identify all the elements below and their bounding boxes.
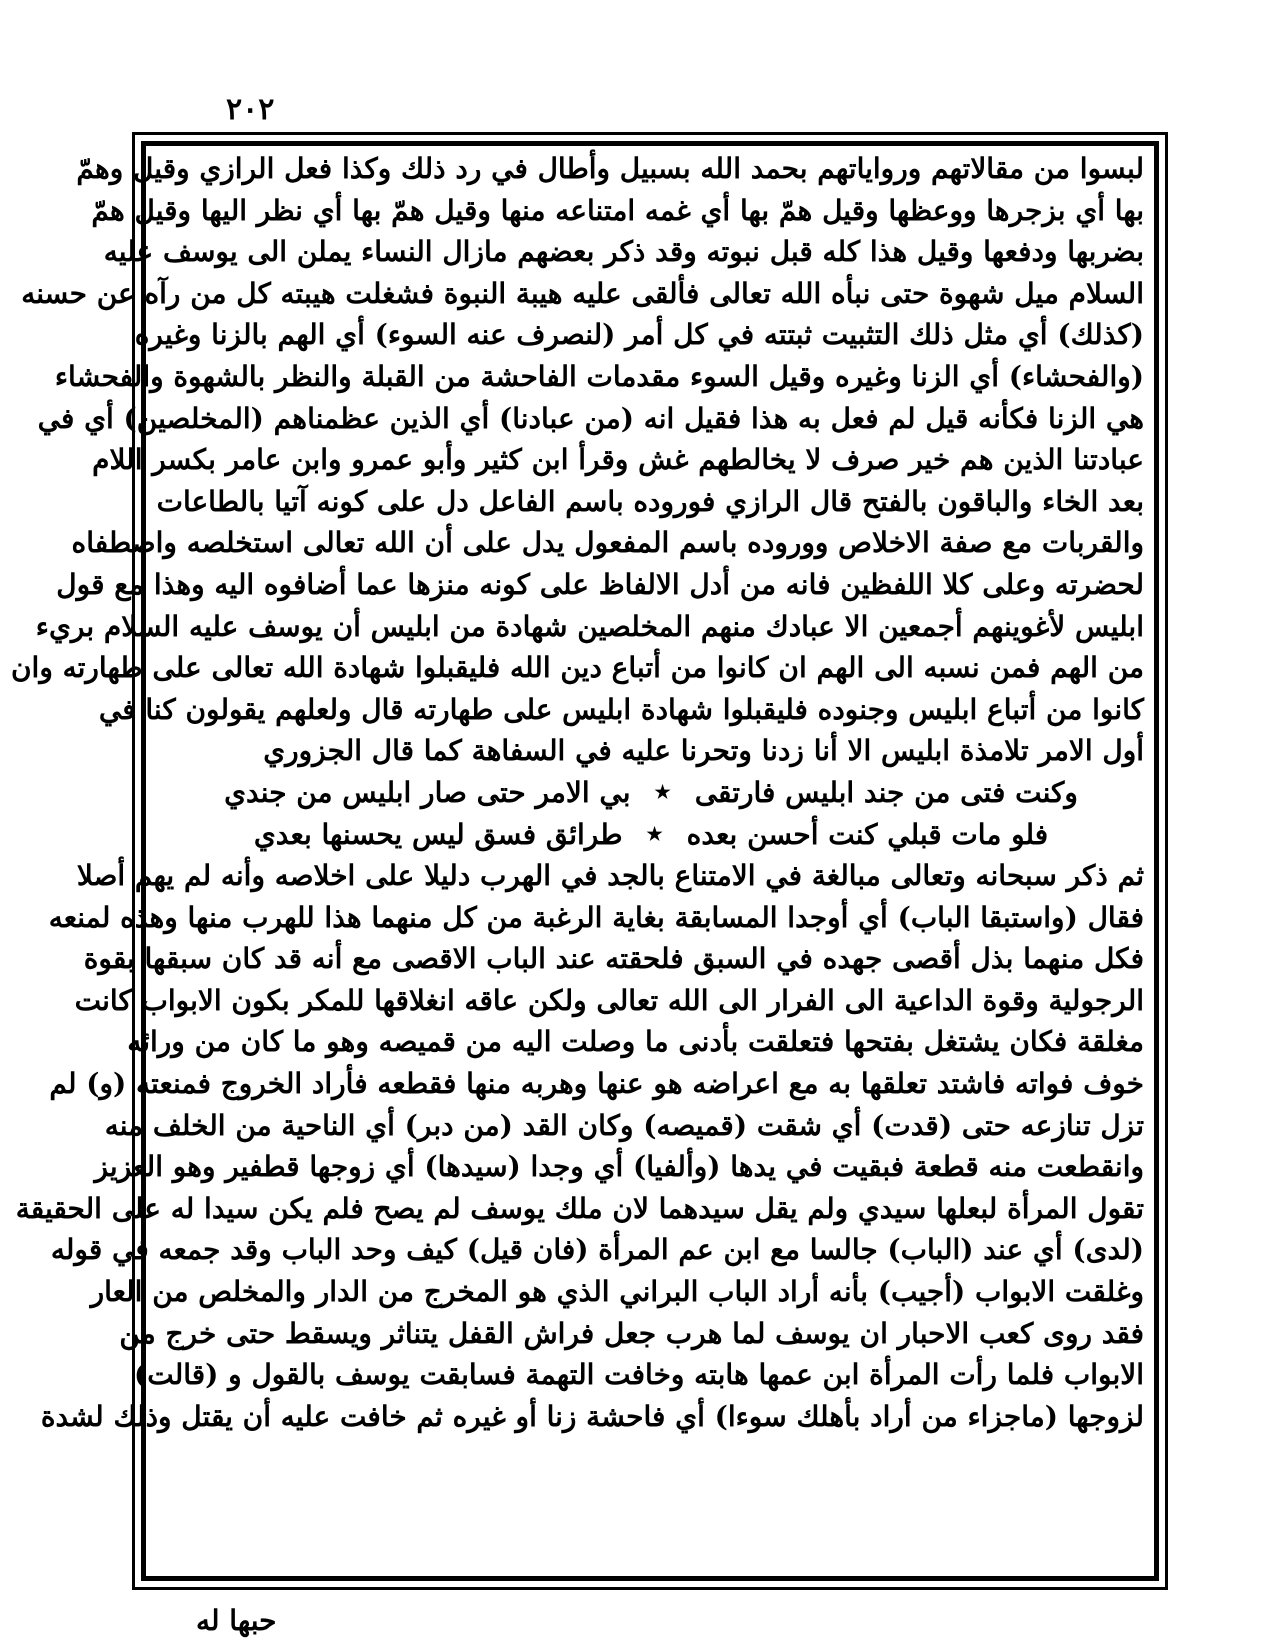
text-line: فقد روى كعب الاحبار ان يوسف لما هرب جعل فراش القفل يتناثر ويسقط حتى خرج من [119, 1316, 1144, 1350]
verse-separator-icon: ★ [646, 823, 663, 845]
text-line: بضربها ودفعها وقيل هذا كله قبل نبوته وقد ذكر بعضهم مازال النساء يملن الى يوسف عليه [103, 235, 1144, 269]
verse-hemistich: وكنت فتى من جند ابليس فارتقى [694, 775, 1078, 809]
text-line: (كذلك) أي مثل ذلك التثبيت ثبتته في كل أمر (لنصرف عنه السوء) أي الهم بالزنا وغيره [134, 318, 1144, 352]
text-line: فكل منهما بذل أقصى جهده في السبق فلحقته عند الباب الاقصى مع أنه قد كان سبقها بقوة [83, 942, 1144, 976]
text-line: من الهم فمن نسبه الى الهم ان كانوا من أتباع دين الله فليقبلوا شهادة الله تعالى على طهارته وان [10, 651, 1144, 685]
text-line: وانقطعت منه قطعة فبقيت في يدها (وألفيا) أي وجدا (سيدها) أي زوجها قطفير وهو العزيز [94, 1150, 1144, 1184]
text-line: تقول المرأة لبعلها سيدي ولم يقل سيدهما لان ملك يوسف لم يصح فلم يكن سيدا له على الحقيقة [15, 1191, 1144, 1225]
verse-hemistich: بي الامر حتى صار ابليس من جندي [224, 775, 631, 809]
text-line: هي الزنا فكأنه قيل لم فعل به هذا فقيل انه (من عبادنا) أي الذين عظمناهم (المخلصين) أي في [37, 401, 1144, 435]
verse-separator-icon: ★ [654, 781, 671, 803]
main-text [10, 148, 1144, 1437]
text-line: مغلقة فكان يشتغل بفتحها فتعلقت بأدنى ما وصلت اليه من قميصه وهو ما كان من ورائه [127, 1025, 1144, 1059]
text-line: والقربات مع صفة الاخلاص ووروده باسم المفعول يدل على أن الله تعالى استخلصه واصطفاه [71, 526, 1144, 560]
text-line: بها أي بزجرها ووعظها وقيل همّ بها أي غمه امتناعه منها وقيل همّ بها أي نظر اليها وقيل همّ [91, 193, 1144, 227]
text-line: كانوا من أتباع ابليس وجنوده فليقبلوا شهادة ابليس على طهارته قال ولعلهم يقولون كنا في [98, 692, 1144, 726]
page-number: ٢٠٢ [226, 92, 275, 127]
text-line: (والفحشاء) أي الزنا وغيره وقيل السوء مقدمات الفاحشة من القبلة والنظر بالشهوة والفحشاء [54, 359, 1144, 393]
text-line: عبادتنا الذين هم خير صرف لا يخالطهم غش وقرأ ابن كثير وأبو عمرو وابن عامر بكسر اللام [92, 443, 1144, 477]
text-line: الرجولية وقوة الداعية الى الفرار الى الله تعالى ولكن عاقه انغلاقها للمكر بكون الابواب كانت [74, 983, 1144, 1017]
catchword: حبها له [196, 1604, 277, 1637]
verse-line [158, 814, 1144, 856]
text-line: تزل تنازعه حتى (قدت) أي شقت (قميصه) وكان القد (من دبر) أي الناحية من الخلف منه [104, 1108, 1144, 1142]
text-line: لحضرته وعلى كلا اللفظين فانه من أدل الالفاظ على كونه منزها عما أضافوه اليه وهذا مع قول [56, 567, 1144, 601]
text-line: خوف فواته فاشتد تعلقها به مع اعراضه هو عنها وهربه منها فقطعه فأراد الخروج فمنعته (و) لم [49, 1067, 1144, 1101]
text-line: (لدى) أي عند (الباب) جالسا مع ابن عم المرأة (فان قيل) كيف وحد الباب وقد جمعه في قوله [50, 1233, 1144, 1267]
verse-line [158, 772, 1144, 814]
text-line: فقال (واستبقا الباب) أي أوجدا المسابقة بغاية الرغبة من كل منهما هذا للهرب منها وهذه لمنعه [48, 900, 1144, 934]
text-line: ثم ذكر سبحانه وتعالى مبالغة في الامتناع بالجد في الهرب دليلا على اخلاصه وأنه لم يهم أصلا [76, 859, 1144, 893]
text-line: الابواب فلما رأت المرأة ابن عمها هابته وخافت التهمة فسابقت يوسف بالقول و (قالت) [133, 1358, 1144, 1392]
verse-hemistich: فلو مات قبلي كنت أحسن بعده [686, 817, 1049, 851]
verse-hemistich: طرائق فسق ليس يحسنها بعدي [253, 817, 623, 851]
text-line: بعد الخاء والباقون بالفتح قال الرازي فوروده باسم الفاعل دل على كونه آتيا بالطاعات [156, 484, 1144, 518]
text-line: لزوجها (ماجزاء من أراد بأهلك سوءا) أي فاحشة زنا أو غيره ثم خافت عليه أن يقتل وذلك لشدة [40, 1399, 1144, 1433]
text-line: أول الامر تلامذة ابليس الا أنا زدنا وتحرنا عليه في السفاهة كما قال الجزوري [263, 734, 1144, 768]
text-line: وغلقت الابواب (أجيب) بأنه أراد الباب البراني الذي هو المخرج من الدار والمخلص من العار [90, 1275, 1144, 1309]
text-line: السلام ميل شهوة حتى نبأه الله تعالى فألقى عليه هيبة النبوة فشغلت هيبته كل من رآه عن حسنه [21, 276, 1144, 310]
text-line: لبسوا من مقالاتهم ورواياتهم بحمد الله بسبيل وأطال في رد ذلك وكذا فعل الرازي وقيل وهمّ [76, 152, 1144, 185]
text-line: ابليس لأغوينهم أجمعين الا عبادك منهم المخلصين شهادة من ابليس أن يوسف عليه السلام بريء [35, 609, 1144, 643]
